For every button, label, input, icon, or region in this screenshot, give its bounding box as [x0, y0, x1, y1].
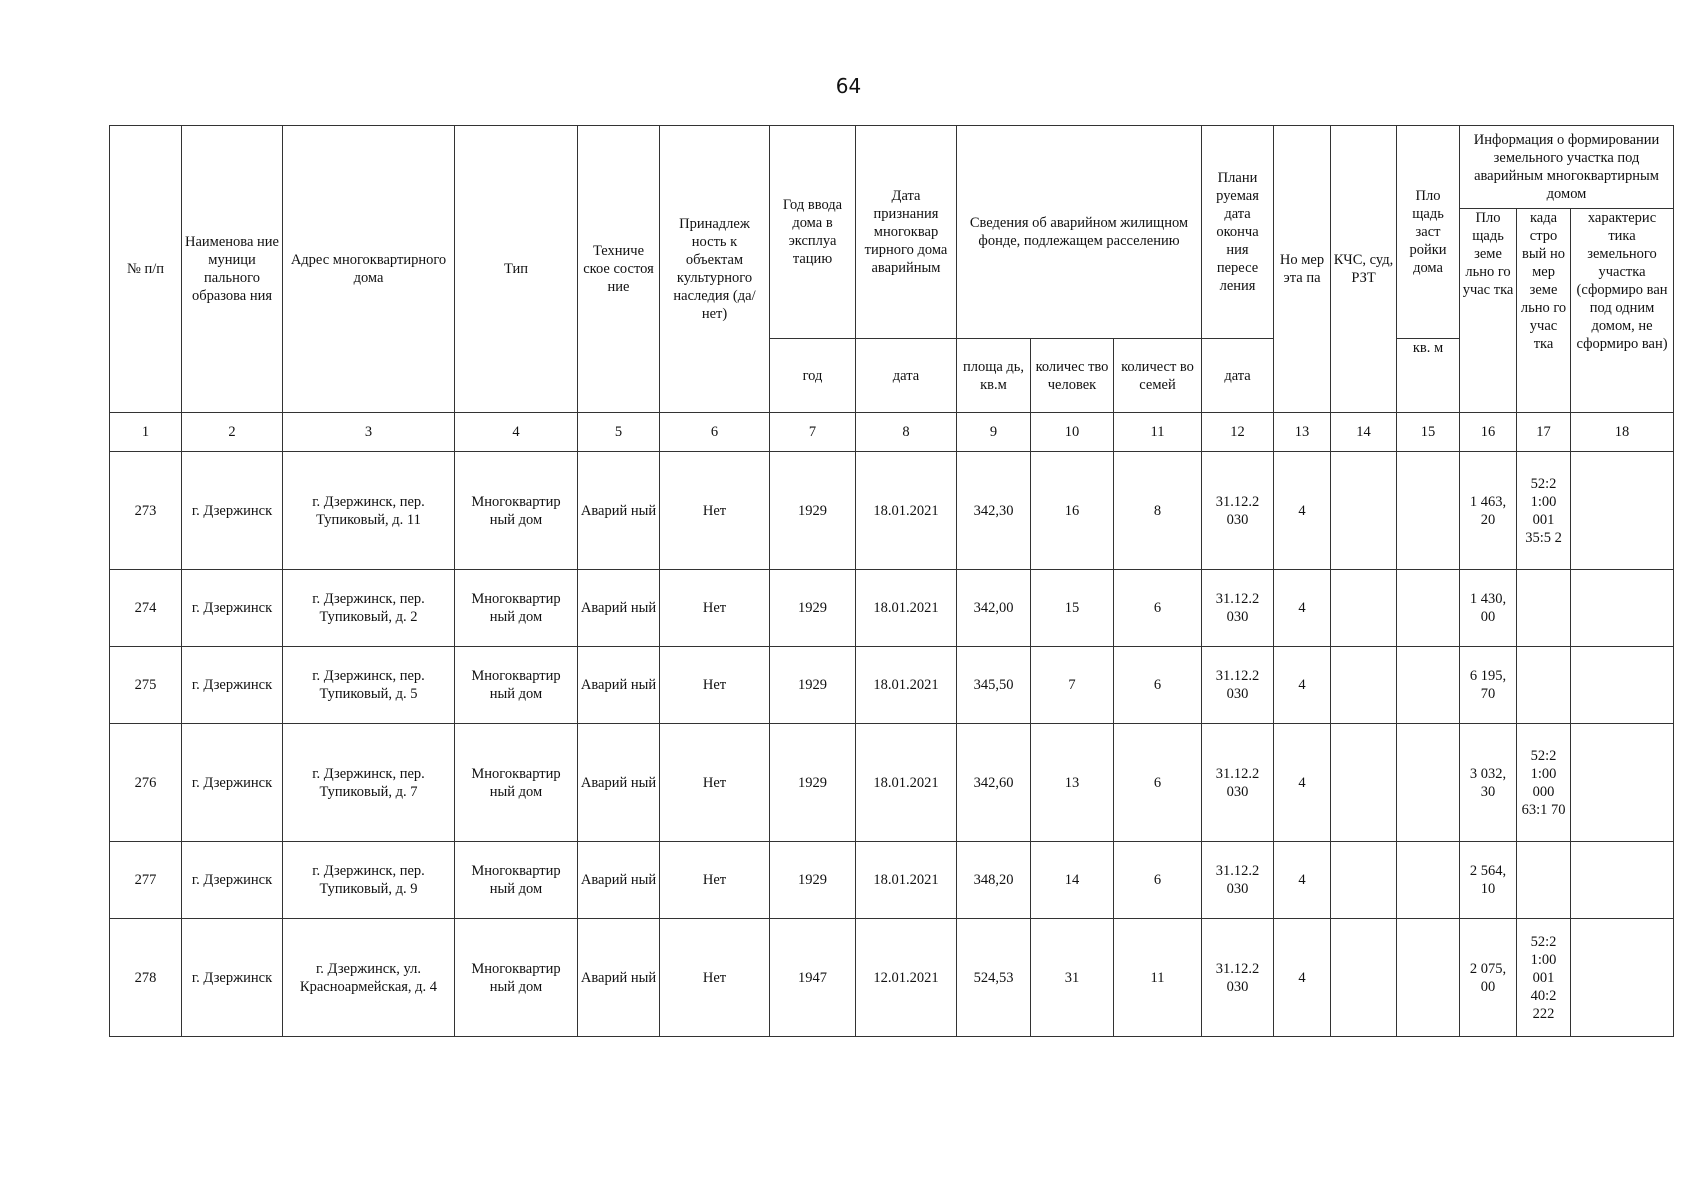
cell-municipality: г. Дзержинск [182, 570, 283, 647]
cell-num: 277 [110, 842, 182, 919]
cell-state: Аварий ный [578, 647, 660, 724]
header-stage: Но мер эта па [1274, 126, 1331, 413]
cell-heritage: Нет [660, 647, 770, 724]
cell-stage: 4 [1274, 842, 1331, 919]
cell-municipality: г. Дзержинск [182, 452, 283, 570]
subheader-people: количес тво человек [1031, 339, 1114, 413]
cell-land-characteristic [1571, 724, 1674, 842]
header-year-commissioned: Год ввода дома в эксплуа тацию [770, 126, 856, 339]
cell-date: 18.01.2021 [856, 647, 957, 724]
header-cadastral: када стро вый но мер земе льно го учас тка [1517, 209, 1571, 413]
cell-cadastral: 52:2 1:00 001 35:5 2 [1517, 452, 1571, 570]
header-emergency-date: Дата признания многоквар тирного дома аварийным [856, 126, 957, 339]
cell-year: 1929 [770, 647, 856, 724]
cell-stage: 4 [1274, 919, 1331, 1037]
cell-people: 31 [1031, 919, 1114, 1037]
header-land-area: Пло щадь земе льно го учас тка [1460, 209, 1517, 413]
column-number: 8 [856, 413, 957, 452]
cell-area: 524,53 [957, 919, 1031, 1037]
cell-heritage: Нет [660, 919, 770, 1037]
cell-year: 1929 [770, 570, 856, 647]
column-number: 3 [283, 413, 455, 452]
cell-num: 275 [110, 647, 182, 724]
column-number: 14 [1331, 413, 1397, 452]
cell-date: 12.01.2021 [856, 919, 957, 1037]
cell-state: Аварий ный [578, 919, 660, 1037]
cell-plan-date: 31.12.2 030 [1202, 919, 1274, 1037]
cell-municipality: г. Дзержинск [182, 647, 283, 724]
cell-people: 13 [1031, 724, 1114, 842]
cell-address: г. Дзержинск, пер. Тупиковый, д. 9 [283, 842, 455, 919]
column-number: 5 [578, 413, 660, 452]
cell-building-area [1397, 452, 1460, 570]
cell-type: Многоквартир ный дом [455, 842, 578, 919]
cell-area: 342,00 [957, 570, 1031, 647]
cell-land-characteristic [1571, 919, 1674, 1037]
cell-kchs [1331, 647, 1397, 724]
header-technical-state: Техниче ское состоя ние [578, 126, 660, 413]
cell-cadastral: 52:2 1:00 001 40:2 222 [1517, 919, 1571, 1037]
cell-state: Аварий ный [578, 452, 660, 570]
column-number: 10 [1031, 413, 1114, 452]
table-row [110, 647, 1674, 724]
table-row [110, 842, 1674, 919]
cell-kchs [1331, 919, 1397, 1037]
cell-address: г. Дзержинск, пер. Тупиковый, д. 2 [283, 570, 455, 647]
cell-date: 18.01.2021 [856, 570, 957, 647]
cell-families: 6 [1114, 647, 1202, 724]
cell-plan-date: 31.12.2 030 [1202, 647, 1274, 724]
cell-building-area [1397, 842, 1460, 919]
header-planned-date: Плани руемая дата оконча ния пересе ления [1202, 126, 1274, 339]
header-housing-info: Сведения об аварийном жилищном фонде, подлежащем расселению [957, 126, 1202, 339]
cell-stage: 4 [1274, 647, 1331, 724]
cell-building-area [1397, 647, 1460, 724]
subheader-date: дата [856, 339, 957, 413]
cell-cadastral [1517, 842, 1571, 919]
cell-heritage: Нет [660, 452, 770, 570]
cell-state: Аварий ный [578, 842, 660, 919]
cell-plan-date: 31.12.2 030 [1202, 570, 1274, 647]
cell-land-area: 3 032, 30 [1460, 724, 1517, 842]
cell-land-area: 6 195, 70 [1460, 647, 1517, 724]
cell-area: 342,30 [957, 452, 1031, 570]
cell-area: 342,60 [957, 724, 1031, 842]
cell-families: 6 [1114, 842, 1202, 919]
cell-address: г. Дзержинск, ул. Красноармейская, д. 4 [283, 919, 455, 1037]
cell-heritage: Нет [660, 570, 770, 647]
cell-stage: 4 [1274, 452, 1331, 570]
column-number: 12 [1202, 413, 1274, 452]
column-number: 13 [1274, 413, 1331, 452]
cell-state: Аварий ный [578, 570, 660, 647]
cell-people: 7 [1031, 647, 1114, 724]
cell-people: 14 [1031, 842, 1114, 919]
cell-families: 6 [1114, 724, 1202, 842]
column-number: 16 [1460, 413, 1517, 452]
cell-kchs [1331, 842, 1397, 919]
cell-address: г. Дзержинск, пер. Тупиковый, д. 7 [283, 724, 455, 842]
cell-date: 18.01.2021 [856, 452, 957, 570]
cell-area: 348,20 [957, 842, 1031, 919]
column-number: 17 [1517, 413, 1571, 452]
cell-num: 278 [110, 919, 182, 1037]
cell-plan-date: 31.12.2 030 [1202, 452, 1274, 570]
cell-land-area: 1 463, 20 [1460, 452, 1517, 570]
emergency-housing-table [109, 125, 1674, 1037]
cell-cadastral [1517, 570, 1571, 647]
cell-num: 273 [110, 452, 182, 570]
header-kchs: КЧС, суд, РЗТ [1331, 126, 1397, 413]
subheader-families: количест во семей [1114, 339, 1202, 413]
cell-type: Многоквартир ный дом [455, 570, 578, 647]
header-type: Тип [455, 126, 578, 413]
cell-kchs [1331, 452, 1397, 570]
cell-land-characteristic [1571, 452, 1674, 570]
subheader-plan-date: дата [1202, 339, 1274, 413]
table-row [110, 570, 1674, 647]
cell-land-area: 1 430, 00 [1460, 570, 1517, 647]
cell-year: 1929 [770, 452, 856, 570]
cell-families: 8 [1114, 452, 1202, 570]
subheader-building-area-unit: кв. м [1397, 339, 1460, 413]
header-address: Адрес многоквартирного дома [283, 126, 455, 413]
cell-stage: 4 [1274, 570, 1331, 647]
cell-address: г. Дзержинск, пер. Тупиковый, д. 5 [283, 647, 455, 724]
cell-heritage: Нет [660, 842, 770, 919]
cell-year: 1947 [770, 919, 856, 1037]
column-number: 7 [770, 413, 856, 452]
page-number: 64 [835, 74, 862, 98]
cell-building-area [1397, 724, 1460, 842]
cell-land-characteristic [1571, 570, 1674, 647]
cell-num: 274 [110, 570, 182, 647]
cell-municipality: г. Дзержинск [182, 842, 283, 919]
table-row [110, 919, 1674, 1037]
cell-area: 345,50 [957, 647, 1031, 724]
cell-type: Многоквартир ный дом [455, 647, 578, 724]
column-number: 18 [1571, 413, 1674, 452]
cell-land-area: 2 564, 10 [1460, 842, 1517, 919]
cell-municipality: г. Дзержинск [182, 919, 283, 1037]
subheader-area: площа дь, кв.м [957, 339, 1031, 413]
cell-cadastral: 52:2 1:00 000 63:1 70 [1517, 724, 1571, 842]
cell-year: 1929 [770, 724, 856, 842]
header-num: № п/п [110, 126, 182, 413]
cell-type: Многоквартир ный дом [455, 724, 578, 842]
cell-land-characteristic [1571, 647, 1674, 724]
cell-date: 18.01.2021 [856, 842, 957, 919]
header-building-area: Пло щадь заст ройки дома [1397, 126, 1460, 339]
column-number: 1 [110, 413, 182, 452]
header-land-info: Информация о формировании земельного участка под аварийным многоквартирным домом [1460, 126, 1674, 209]
header-municipality: Наименова ние муници пального образова ния [182, 126, 283, 413]
cell-num: 276 [110, 724, 182, 842]
cell-municipality: г. Дзержинск [182, 724, 283, 842]
column-number: 4 [455, 413, 578, 452]
cell-date: 18.01.2021 [856, 724, 957, 842]
cell-cadastral [1517, 647, 1571, 724]
cell-families: 6 [1114, 570, 1202, 647]
table-row [110, 724, 1674, 842]
cell-plan-date: 31.12.2 030 [1202, 842, 1274, 919]
column-number: 2 [182, 413, 283, 452]
cell-families: 11 [1114, 919, 1202, 1037]
cell-people: 15 [1031, 570, 1114, 647]
cell-plan-date: 31.12.2 030 [1202, 724, 1274, 842]
cell-heritage: Нет [660, 724, 770, 842]
header-land-characteristic: характерис тика земельного участка (сформиро ван под одним домом, не сформиро ван) [1571, 209, 1674, 413]
column-number-row [110, 413, 1674, 452]
cell-people: 16 [1031, 452, 1114, 570]
cell-building-area [1397, 919, 1460, 1037]
cell-land-area: 2 075, 00 [1460, 919, 1517, 1037]
column-number: 15 [1397, 413, 1460, 452]
cell-year: 1929 [770, 842, 856, 919]
column-number: 9 [957, 413, 1031, 452]
cell-type: Многоквартир ный дом [455, 919, 578, 1037]
table-row [110, 452, 1674, 570]
cell-kchs [1331, 570, 1397, 647]
column-number: 11 [1114, 413, 1202, 452]
cell-land-characteristic [1571, 842, 1674, 919]
cell-building-area [1397, 570, 1460, 647]
subheader-year: год [770, 339, 856, 413]
cell-stage: 4 [1274, 724, 1331, 842]
header-heritage: Принадлеж ность к объектам культурного наследия (да/нет) [660, 126, 770, 413]
column-number: 6 [660, 413, 770, 452]
cell-address: г. Дзержинск, пер. Тупиковый, д. 11 [283, 452, 455, 570]
cell-type: Многоквартир ный дом [455, 452, 578, 570]
cell-state: Аварий ный [578, 724, 660, 842]
cell-kchs [1331, 724, 1397, 842]
